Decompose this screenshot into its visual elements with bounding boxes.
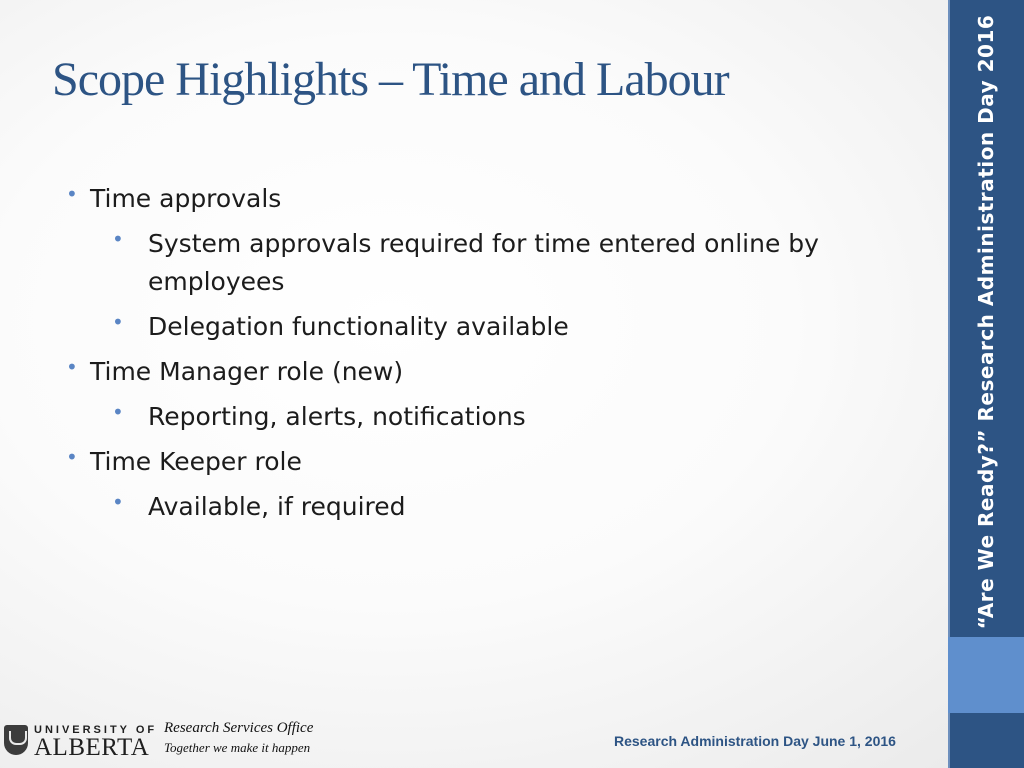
- bullet-text: Time approvals: [90, 184, 282, 213]
- bullet-item: [66, 443, 302, 481]
- sub-bullet-item: [112, 398, 526, 436]
- bullet-dot-icon: •: [112, 490, 124, 514]
- bullet-text: Available, if required: [148, 492, 406, 521]
- bullet-dot-icon: •: [112, 227, 124, 251]
- sub-bullet-item: [112, 308, 569, 346]
- bullet-dot-icon: •: [66, 355, 78, 379]
- bullet-text: Time Manager role (new): [90, 357, 404, 386]
- bullet-text: Delegation functionality available: [148, 312, 569, 341]
- bullet-item: [66, 353, 404, 391]
- logo-name: ALBERTA: [34, 734, 150, 761]
- bullet-text-line: employees: [148, 267, 285, 296]
- banner-accent-block: [948, 637, 1024, 713]
- bullet-text: Time Keeper role: [90, 447, 302, 476]
- bullet-text: Reporting, alerts, notifications: [148, 402, 526, 431]
- bullet-text-line: System approvals required for time entered online by: [148, 229, 819, 258]
- office-block: [164, 720, 313, 756]
- office-tagline: Together we make it happen: [164, 740, 311, 755]
- bullet-dot-icon: •: [66, 182, 78, 206]
- side-banner-text: “Are We Ready?” Research Administration Day 2016: [974, 14, 998, 630]
- sub-bullet-item: [112, 488, 406, 526]
- footer-text: Research Administration Day June 1, 2016: [614, 733, 896, 749]
- university-crest-icon: [4, 725, 28, 755]
- university-logo: [4, 722, 158, 762]
- sub-bullet-item: [112, 225, 819, 301]
- logo-university-line: UNIVERSITY OF: [34, 724, 158, 736]
- bullet-dot-icon: •: [66, 445, 78, 469]
- bullet-dot-icon: •: [112, 400, 124, 424]
- bullet-dot-icon: •: [112, 310, 124, 334]
- office-name: Research Services Office: [164, 720, 314, 736]
- bullet-item: [66, 180, 282, 218]
- slide-title: Scope Highlights – Time and Labour: [52, 53, 729, 106]
